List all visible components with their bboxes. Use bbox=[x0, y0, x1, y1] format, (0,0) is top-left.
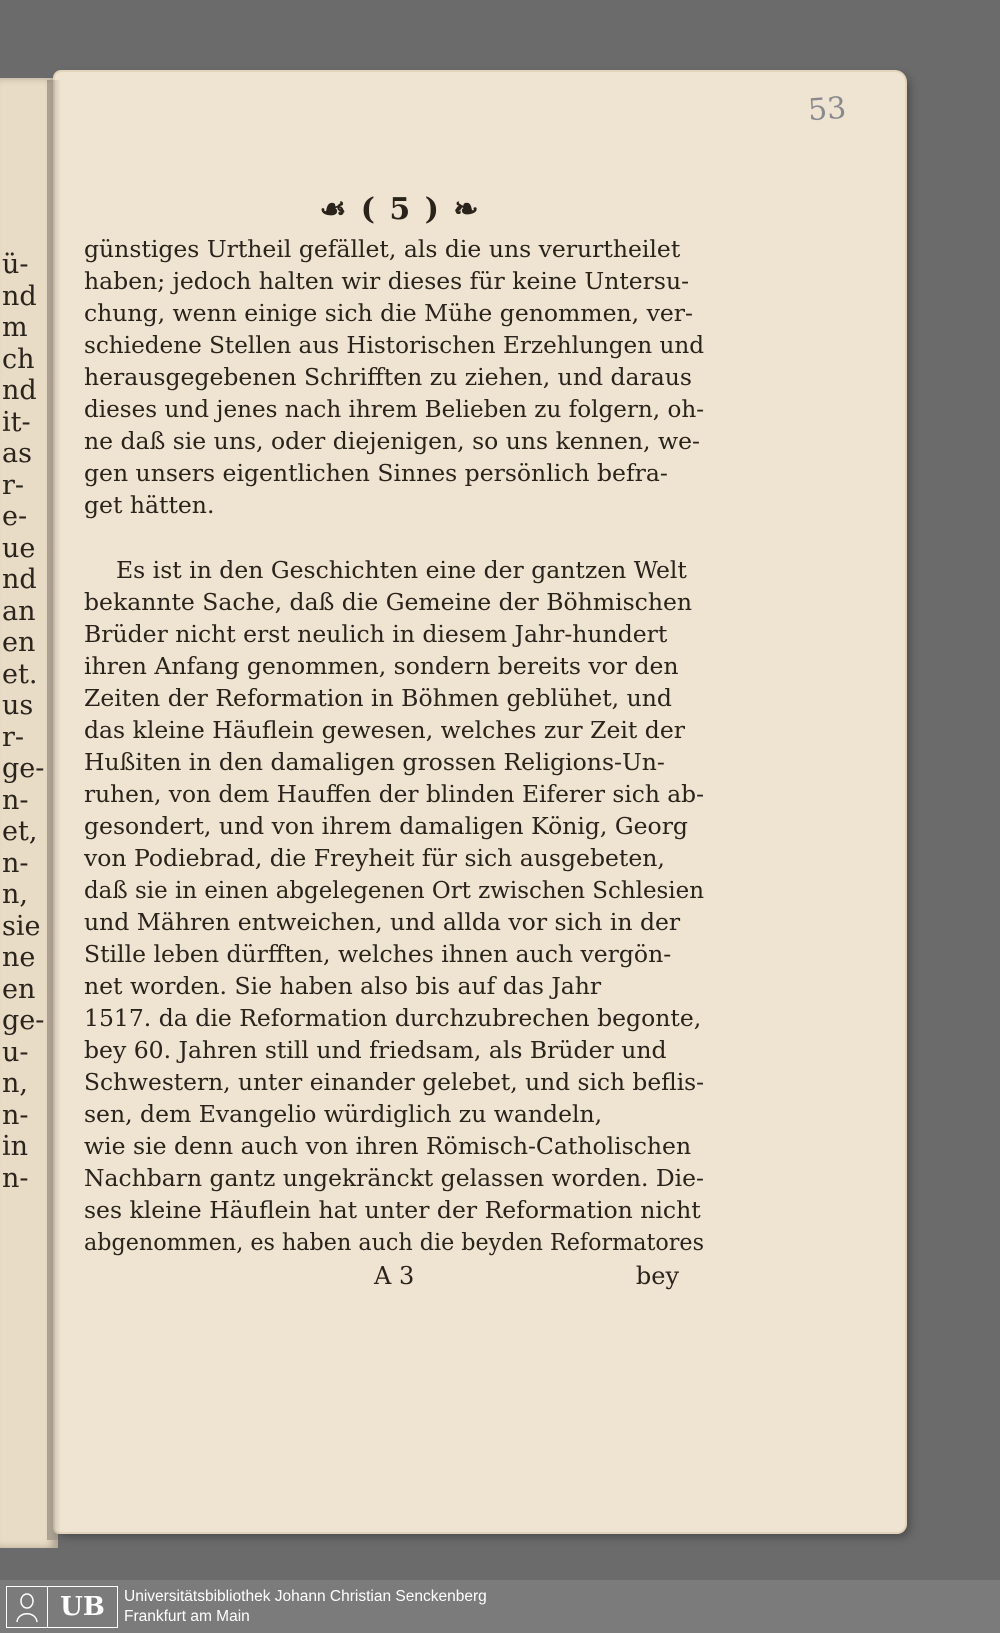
text-line: gesondert, und von ihrem damaligen König, Georg bbox=[84, 812, 688, 840]
text-line: gen unsers eigentlichen Sinnes persönlich befra- bbox=[84, 459, 668, 487]
page-footer-line bbox=[84, 1262, 704, 1294]
text-line: get hätten. bbox=[84, 491, 215, 519]
text-line: bey 60. Jahren still und friedsam, als Brüder und bbox=[84, 1036, 667, 1064]
text-line: Brüder nicht erst neulich in diesem Jahr-hundert bbox=[84, 620, 668, 648]
portrait-emblem-icon bbox=[7, 1587, 48, 1627]
text-line: Nachbarn gantz ungekränckt gelassen worden. Die- bbox=[84, 1164, 704, 1192]
text-line: günstiges Urtheil gefället, als die uns verurtheilet bbox=[84, 235, 681, 263]
text-line: das kleine Häuflein gewesen, welches zur Zeit der bbox=[84, 716, 685, 744]
text-line: ruhen, von dem Hauffen der blinden Eiferer sich ab- bbox=[84, 780, 704, 808]
text-line: herausgegebenen Schrifften zu ziehen, und daraus bbox=[84, 363, 692, 391]
library-footer-bar bbox=[0, 1580, 1000, 1633]
text-line: ses kleine Häuflein hat unter der Reformation nicht bbox=[84, 1196, 701, 1224]
text-line: daß sie in einen abgelegenen Ort zwischen Schlesien bbox=[84, 876, 704, 904]
text-line: von Podiebrad, die Freyheit für sich ausgebeten, bbox=[84, 844, 665, 872]
text-line: 1517. da die Reformation durchzubrechen begonte, bbox=[84, 1004, 702, 1032]
pencil-folio-number: 53 bbox=[806, 90, 848, 129]
text-line: schiedene Stellen aus Historischen Erzehlungen und bbox=[84, 331, 704, 359]
library-name bbox=[124, 1587, 487, 1627]
text-line: chung, wenn einige sich die Mühe genommen, ver- bbox=[84, 299, 693, 327]
text-line: Stille leben dürfften, welches ihnen auch vergön- bbox=[84, 940, 672, 968]
paragraph-2 bbox=[84, 554, 704, 1258]
text-line: dieses und jenes nach ihrem Belieben zu folgern, oh- bbox=[84, 395, 704, 423]
library-name-line-1: Universitätsbibliothek Johann Christian Senckenberg bbox=[124, 1588, 487, 1605]
text-line: Schwestern, unter einander gelebet, und sich beflis- bbox=[84, 1068, 704, 1096]
paragraph-1 bbox=[84, 233, 704, 521]
text-line: haben; jedoch halten wir dieses für keine Untersu- bbox=[84, 267, 690, 295]
text-line: ihren Anfang genommen, sondern bereits vor den bbox=[84, 652, 679, 680]
text-line: ne daß sie uns, oder diejenigen, so uns kennen, we- bbox=[84, 427, 700, 455]
signature-mark: A 3 bbox=[374, 1262, 415, 1290]
ub-logo-letters: UB bbox=[60, 1592, 105, 1622]
page-header: ☙ ( 5 ) ❧ bbox=[319, 192, 481, 227]
catchword: bey bbox=[635, 1262, 679, 1290]
text-line: Hußiten in den damaligen grossen Religions-Un- bbox=[84, 748, 665, 776]
ub-logo[interactable] bbox=[6, 1586, 118, 1628]
text-line: abgenommen, es haben auch die beyden Reformatores bbox=[84, 1228, 704, 1256]
library-name-line-2: Frankfurt am Main bbox=[124, 1608, 250, 1625]
text-line: wie sie denn auch von ihren Römisch-Catholischen bbox=[84, 1132, 692, 1160]
text-line: Es ist in den Geschichten eine der gantzen Welt bbox=[116, 556, 687, 584]
text-line: bekannte Sache, daß die Gemeine der Böhmischen bbox=[84, 588, 693, 616]
left-page-fragment-lines: ü- nd m ch nd it- as r- e- ue nd an en et. us r- ge- n- et, n- n, sie ne en ge- u- n, n- in n- bbox=[2, 249, 45, 1194]
text-line: und Mähren entweichen, und allda vor sich in der bbox=[84, 908, 681, 936]
text-line: net worden. Sie haben also bis auf das Jahr bbox=[84, 972, 602, 1000]
page-gutter-shadow bbox=[47, 80, 61, 1540]
text-line: Zeiten der Reformation in Böhmen geblühet, und bbox=[84, 684, 672, 712]
text-line: sen, dem Evangelio würdiglich zu wandeln, bbox=[84, 1100, 603, 1128]
